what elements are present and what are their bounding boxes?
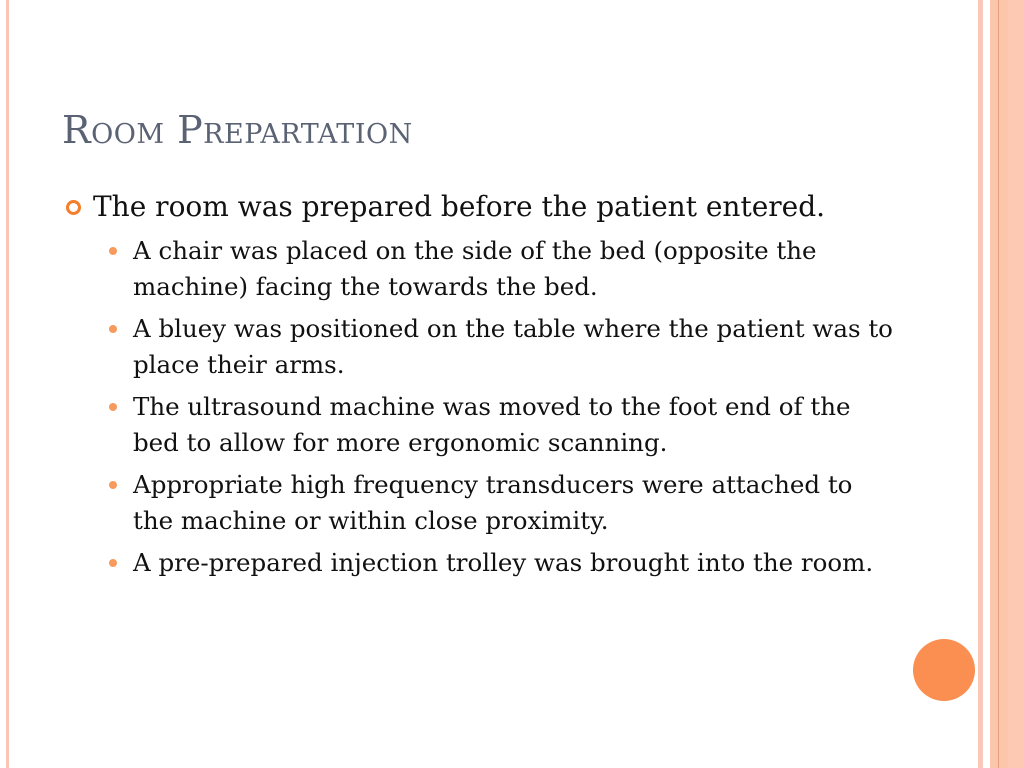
dot-bullet-icon: [109, 247, 117, 255]
sub-bullet-list: [66, 233, 896, 581]
left-border-line: [6, 0, 9, 768]
right-border-stripe: [990, 0, 998, 768]
dot-bullet-icon: [109, 403, 117, 411]
sub-bullet-text: A pre-prepared injection trolley was brought into the room.: [133, 548, 874, 577]
dot-bullet-icon: [109, 481, 117, 489]
bullet-text: The room was prepared before the patient entered.: [93, 190, 826, 223]
sub-bullet-text: Appropriate high frequency transducers were attached to the machine or within close proximity.: [133, 470, 853, 535]
right-border-stripe: [1008, 0, 1024, 768]
decorative-orange-circle: [913, 639, 975, 701]
right-border-stripe: [978, 0, 983, 768]
sub-bullet-item: [106, 545, 896, 581]
right-border-stripe: [999, 0, 1008, 768]
slide-title: Room Prepartation: [62, 108, 413, 152]
sub-bullet-item: [106, 467, 896, 539]
slide-body: [66, 188, 896, 587]
sub-bullet-item: [106, 389, 896, 461]
sub-bullet-text: A chair was placed on the side of the bed (opposite the machine) facing the towards the bed.: [133, 236, 817, 301]
sub-bullet-item: [106, 233, 896, 305]
ring-bullet-icon: [66, 200, 81, 215]
sub-bullet-text: The ultrasound machine was moved to the foot end of the bed to allow for more ergonomic scanning.: [133, 392, 851, 457]
dot-bullet-icon: [109, 325, 117, 333]
sub-bullet-text: A bluey was positioned on the table where the patient was to place their arms.: [133, 314, 893, 379]
bullet-item: [66, 188, 896, 225]
dot-bullet-icon: [109, 559, 117, 567]
sub-bullet-item: [106, 311, 896, 383]
